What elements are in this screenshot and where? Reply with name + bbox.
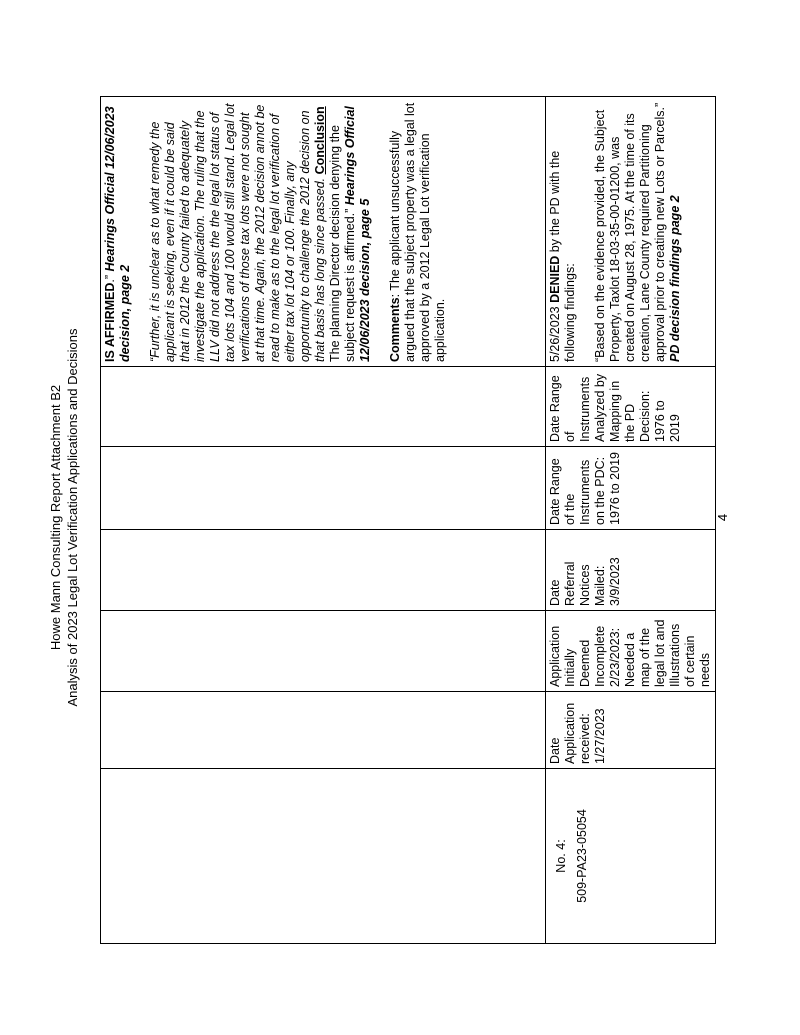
- findings-paragraph: “Based on the evidence provided, the Subject Property, Taxlot 18-03-35-00-01200, was created on August 28, 1975. At the time of its creation, Lane County required Partitioning approval prior to creating new Lots or Parcels.” PD decision findings page 2: [593, 102, 682, 362]
- table-row: [101, 97, 546, 944]
- decision-cell: [546, 97, 716, 367]
- decision-cell: [101, 97, 546, 367]
- pdc-range-cell: Date Range of the Instruments on the PDC: 1976 to 2019: [546, 447, 716, 530]
- quote-paragraph: “Further, it is unclear as to what remedy the applicant is seeking, even if it could be said that in 2012 the County failed to adequately investigate the application. The ruling that the LLV did not address the the legal lot status of tax lots 104 and 100 would still stand. Legal lot verifications of those tax lots were not sought at that time. Again, the 2012 decision annot be read to make as to the legal lot verification of either tax lot 104 or 100. Finally, any opportunity to challenge the 2012 decision on that basis has long since passed. Conclusion The planning Director decision denying the subject request is affirmed.” Hearings Official 12/06/2023 decision, page 5: [148, 103, 372, 362]
- mapping-range-cell: Date Range of Instruments Analyzed by Mapping in the PD Decision: 1976 to 2019: [546, 367, 716, 447]
- applications-table: [100, 96, 716, 944]
- table-cell: [101, 367, 546, 447]
- table-cell: [101, 692, 546, 769]
- comments-paragraph: Comments: The applicant unsuccessfully argued that the subject property was a legal lot approved by a 2012 Legal Lot verification application.: [388, 102, 447, 362]
- application-label-cell: [546, 769, 716, 944]
- date-received-cell: Date Application received: 1/27/2023: [546, 692, 716, 769]
- table-cell: [101, 611, 546, 692]
- page-number: 4: [715, 513, 730, 522]
- denied-paragraph: 5/26/2023 DENIED by the PD with the following findings:: [548, 150, 577, 362]
- table-cell: [101, 530, 546, 611]
- report-subtitle: Analysis of 2023 Legal Lot Verification Applications and Decisions: [65, 328, 80, 707]
- application-number: No. 4:: [554, 839, 568, 873]
- table-cell: [101, 447, 546, 530]
- affirmed-paragraph: IS AFFIRMED.” Hearings Official 12/06/2023 decision, page 2: [103, 106, 132, 362]
- table-row: [546, 97, 716, 944]
- report-title: Howe Mann Consulting Report Attachment B2: [48, 384, 63, 651]
- case-number: 509-PA23-05054: [575, 809, 589, 903]
- referral-cell: Date Referral Notices Mailed: 3/9/2023: [546, 530, 716, 611]
- table-cell: [101, 769, 546, 944]
- incomplete-cell: Application Initially Deemed Incomplete 2/23/2023: Needed a map of the legal lot and Illustrations of certain needs: [546, 611, 716, 692]
